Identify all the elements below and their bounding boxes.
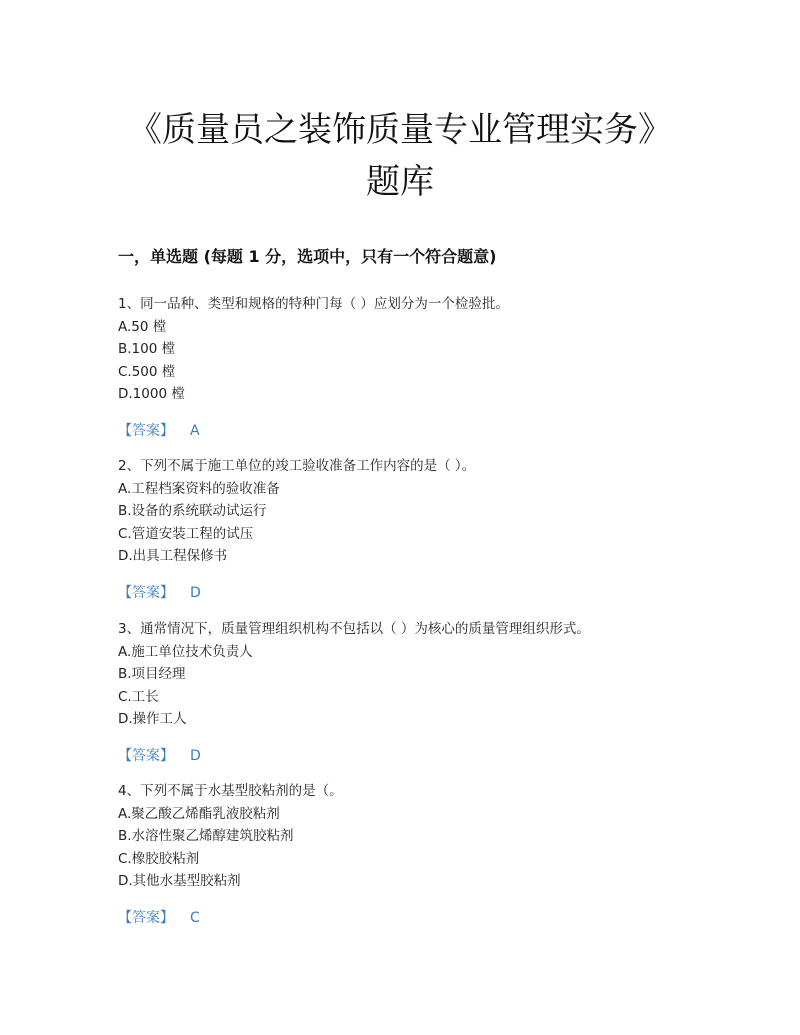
answer-line	[118, 907, 718, 929]
answer-label: 【答案】	[118, 422, 174, 439]
option-b: B.项目经理	[118, 666, 186, 682]
document-title-line2: 题库	[366, 162, 434, 202]
answer-value: A	[190, 422, 200, 439]
option-b: B.水溶性聚乙烯醇建筑胶粘剂	[118, 828, 294, 844]
option-b: B.100 樘	[118, 341, 176, 357]
option-c: C.工长	[118, 688, 159, 705]
question-4	[118, 780, 718, 929]
answer-line	[118, 582, 718, 604]
question-text: 4、下列不属于水基型胶粘剂的是（。	[118, 783, 343, 799]
option-a: A.工程档案资料的验收准备	[118, 480, 280, 497]
question-text: 3、通常情况下，质量管理组织机构不包括以（ ）为核心的质量管理组织形式。	[118, 621, 590, 637]
document-title-line1: 《质量员之装饰质量专业管理实务》	[128, 110, 672, 150]
answer-value: C	[190, 909, 200, 926]
answer-label: 【答案】	[118, 909, 174, 926]
option-a: A.聚乙酸乙烯酯乳液胶粘剂	[118, 805, 280, 822]
option-a: A.施工单位技术负责人	[118, 643, 253, 660]
answer-label: 【答案】	[118, 747, 174, 764]
answer-value: D	[190, 747, 201, 764]
question-2	[118, 455, 718, 604]
option-d: D.操作工人	[118, 711, 187, 727]
question-3	[118, 618, 718, 767]
option-d: D.其他水基型胶粘剂	[118, 873, 241, 889]
question-1	[118, 293, 718, 442]
option-d: D.出具工程保修书	[118, 548, 228, 564]
question-text: 1、同一品种、类型和规格的特种门每（ ）应划分为一个检验批。	[118, 296, 509, 312]
option-b: B.设备的系统联动试运行	[118, 503, 267, 519]
option-c: C.橡胶胶粘剂	[118, 850, 200, 867]
option-c: C.500 樘	[118, 363, 176, 380]
section-heading: 一，单选题 (每题 1 分，选项中，只有一个符合题意)	[118, 247, 497, 266]
answer-line	[118, 420, 718, 442]
answer-line	[118, 745, 718, 767]
question-text: 2、下列不属于施工单位的竣工验收准备工作内容的是（ ）。	[118, 458, 476, 474]
answer-label: 【答案】	[118, 584, 174, 601]
option-a: A.50 樘	[118, 318, 167, 335]
option-c: C.管道安装工程的试压	[118, 525, 254, 542]
option-d: D.1000 樘	[118, 386, 185, 402]
answer-value: D	[190, 584, 201, 601]
